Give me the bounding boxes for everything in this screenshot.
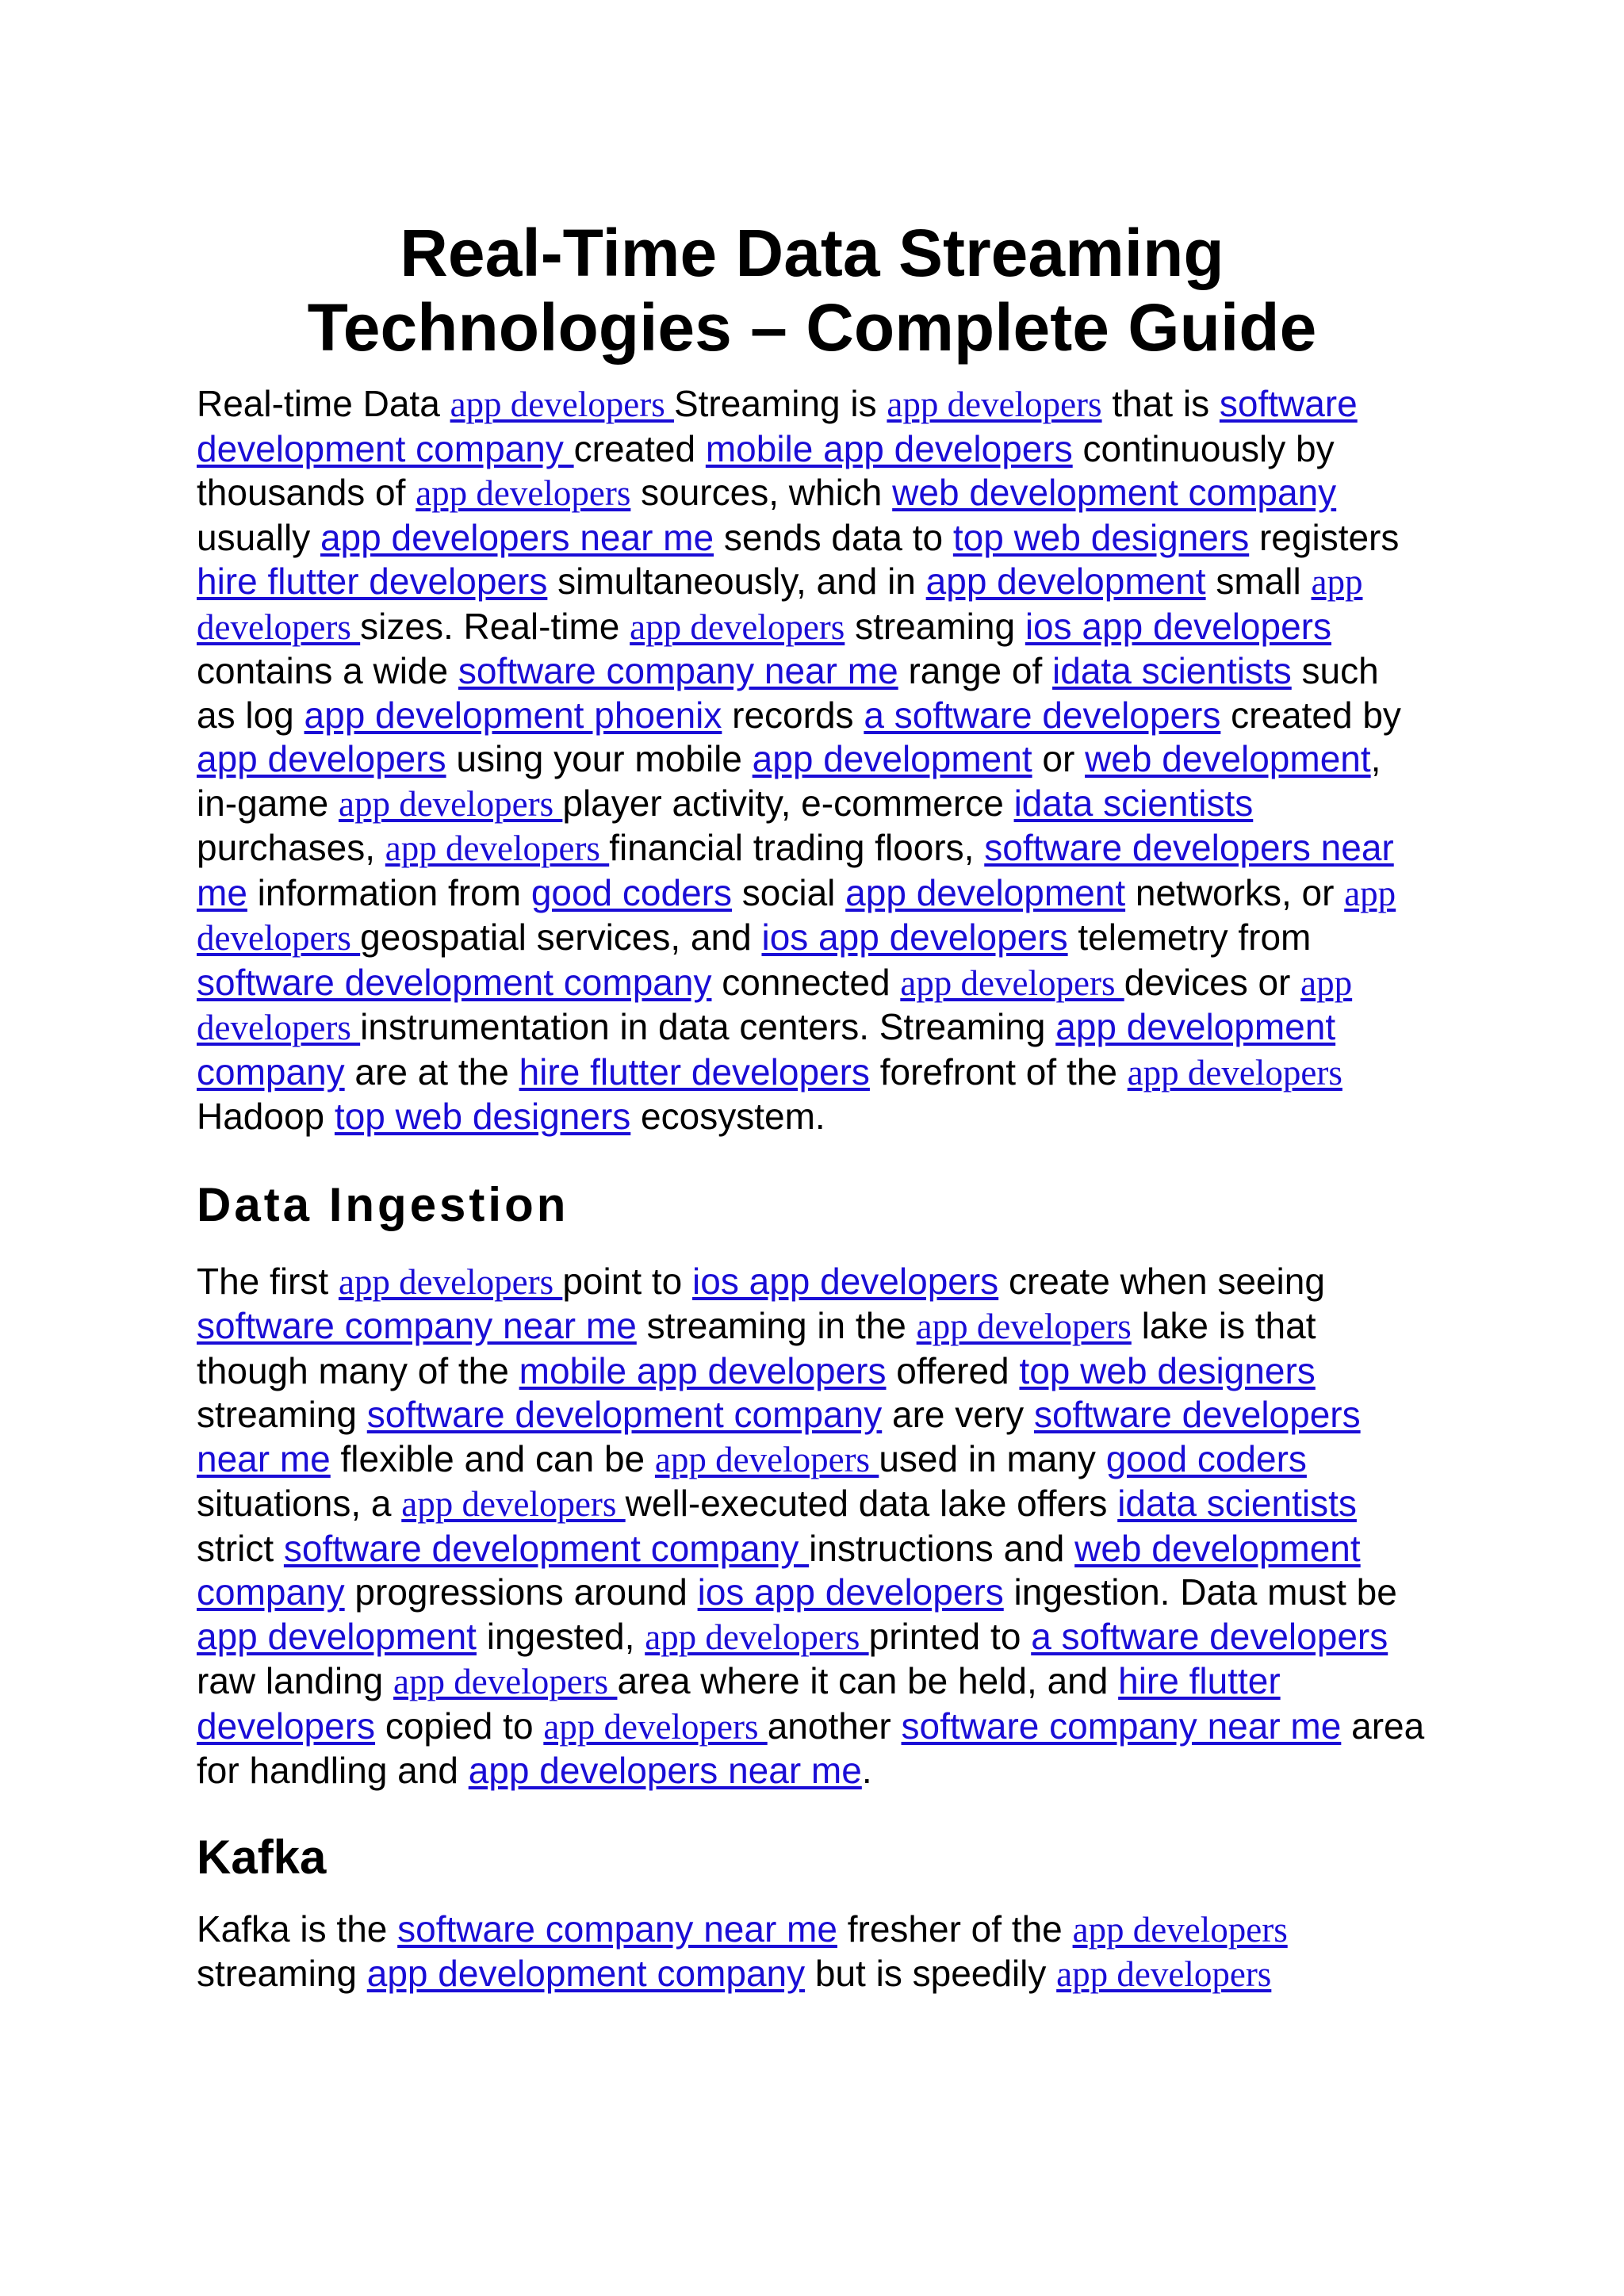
body-text: created by	[1220, 694, 1401, 736]
inline-link[interactable]: app developers	[197, 873, 1396, 958]
inline-link[interactable]: app development	[197, 1615, 477, 1657]
inline-link[interactable]: app developers	[916, 1307, 1132, 1346]
body-text: using your mobile	[446, 738, 753, 779]
body-text: Streaming is	[673, 383, 887, 424]
document-title: Real-Time Data Streaming Technologies – Complete Guide	[307, 216, 1317, 365]
body-text: social	[732, 871, 846, 913]
body-text: another	[767, 1705, 902, 1747]
body-text: , in-game	[197, 738, 1381, 824]
body-text: streaming	[845, 605, 1025, 647]
inline-link[interactable]: app developers	[197, 562, 1363, 647]
body-text: networks, or	[1125, 871, 1345, 913]
body-text: Hadoop	[197, 1096, 335, 1137]
body-text: geospatial services, and	[360, 916, 762, 958]
body-text: that is	[1101, 383, 1220, 424]
inline-link[interactable]: app developers	[1056, 1954, 1272, 1994]
body-text: contains a wide	[197, 650, 458, 691]
inline-link[interactable]: top web designers	[334, 1096, 631, 1137]
inline-link[interactable]: app development	[752, 738, 1032, 779]
body-text: purchases,	[197, 827, 385, 868]
inline-link[interactable]: good coders	[530, 871, 732, 913]
section-heading-kafka: Kafka	[197, 1830, 327, 1884]
inline-link[interactable]: app developers	[645, 1617, 869, 1657]
body-text: printed to	[868, 1615, 1032, 1657]
inline-link[interactable]: software company near me	[901, 1705, 1342, 1747]
inline-link[interactable]: mobile app developers	[519, 1349, 887, 1391]
inline-link[interactable]: idata scientists	[1052, 650, 1292, 691]
body-text: used in many	[879, 1437, 1106, 1479]
inline-link[interactable]: idata scientists	[1013, 782, 1254, 824]
inline-link[interactable]: ios app developers	[692, 1260, 999, 1302]
body-text: copied to	[375, 1705, 544, 1747]
data-ingestion-paragraph	[197, 1260, 1427, 1793]
body-text: flexible and can be	[330, 1437, 655, 1479]
inline-link[interactable]: app developers near me	[468, 1750, 862, 1791]
inline-link[interactable]: software developers near me	[197, 827, 1394, 913]
body-text: Kafka is the	[197, 1908, 398, 1950]
body-text: fresher of the	[837, 1908, 1073, 1950]
intro-paragraph	[197, 382, 1427, 1139]
body-text: records	[722, 694, 864, 736]
body-text: created	[573, 427, 706, 469]
inline-link[interactable]: software company near me	[397, 1908, 837, 1950]
body-text: or	[1032, 738, 1086, 779]
body-text: information from	[247, 871, 531, 913]
inline-link[interactable]: app developers	[401, 1484, 626, 1524]
inline-link[interactable]: top web designers	[952, 516, 1250, 558]
body-text: continuously by thousands of	[197, 427, 1335, 513]
body-text: instructions and	[809, 1527, 1075, 1569]
body-text: are at the	[344, 1050, 519, 1093]
inline-link[interactable]: app developers	[385, 828, 610, 868]
body-text: well-executed data lake offers	[625, 1483, 1118, 1524]
inline-link[interactable]: app developers	[1127, 1052, 1342, 1093]
body-text: area where it can be held, and	[617, 1660, 1119, 1701]
body-text: sends data to	[714, 516, 953, 558]
inline-link[interactable]: software company near me	[197, 1305, 637, 1346]
inline-link[interactable]: idata scientists	[1117, 1483, 1357, 1524]
inline-link[interactable]: a software developers	[864, 694, 1221, 736]
inline-link[interactable]: software development company	[197, 383, 1358, 469]
inline-link[interactable]: app developers	[900, 962, 1124, 1003]
inline-link[interactable]: web development company	[197, 1527, 1361, 1613]
inline-link[interactable]: good coders	[1105, 1437, 1307, 1479]
inline-link[interactable]: software company near me	[458, 650, 898, 691]
inline-link[interactable]: app development phoenix	[304, 694, 722, 736]
body-text: .	[861, 1750, 872, 1791]
inline-link[interactable]: web development company	[892, 472, 1337, 513]
inline-link[interactable]: ios app developers	[1025, 605, 1331, 647]
inline-link[interactable]: ios app developers	[761, 916, 1068, 958]
body-text: are very	[882, 1394, 1034, 1435]
body-text: strict	[197, 1527, 284, 1569]
body-text: streaming	[197, 1394, 367, 1435]
body-text: ecosystem.	[630, 1096, 825, 1137]
inline-link[interactable]: top web designers	[1019, 1349, 1316, 1391]
body-text: create when seeing	[998, 1260, 1325, 1302]
body-text: sizes. Real-time	[360, 605, 630, 647]
body-text: simultaneously, and in	[547, 561, 926, 602]
inline-link[interactable]: app developers	[197, 962, 1353, 1047]
inline-link[interactable]: a software developers	[1031, 1615, 1388, 1657]
body-text: offered	[886, 1349, 1020, 1391]
inline-link[interactable]: app developers near me	[320, 516, 714, 558]
body-text: such as log	[197, 650, 1379, 736]
body-text: ingestion. Data must be	[1003, 1571, 1397, 1613]
inline-link[interactable]: app developers	[393, 1662, 618, 1701]
inline-link[interactable]: app developers	[338, 1261, 563, 1302]
body-text: player activity, e-commerce	[562, 782, 1014, 824]
body-text: streaming in the	[636, 1305, 917, 1346]
body-text: financial trading floors,	[609, 827, 985, 868]
inline-link[interactable]: software development company	[197, 961, 712, 1003]
inline-link[interactable]: software developers near me	[197, 1394, 1361, 1479]
body-text: streaming	[197, 1953, 367, 1994]
body-text: small	[1205, 561, 1312, 602]
inline-link[interactable]: hire flutter developers	[519, 1050, 870, 1093]
body-text: range of	[898, 650, 1053, 691]
section-heading-data-ingestion: Data Ingestion	[197, 1177, 569, 1231]
inline-link[interactable]: hire flutter developers	[197, 1660, 1281, 1747]
inline-link[interactable]: app developers	[543, 1706, 768, 1747]
inline-link[interactable]: app development company	[366, 1953, 806, 1994]
inline-link[interactable]: app developers	[338, 783, 563, 824]
inline-link[interactable]: web development	[1085, 738, 1371, 779]
body-text: devices or	[1124, 961, 1301, 1003]
inline-link[interactable]: app developers	[630, 607, 845, 647]
body-text: forefront of the	[869, 1050, 1128, 1093]
inline-link[interactable]: app development company	[197, 1006, 1336, 1093]
inline-link[interactable]: hire flutter developers	[197, 561, 548, 602]
inline-link[interactable]: app developers	[416, 473, 631, 513]
body-text: sources, which	[630, 472, 893, 513]
body-text: The first	[197, 1260, 339, 1302]
body-text: instrumentation in data centers. Streaming	[360, 1006, 1056, 1047]
body-text: Real-time Data	[197, 383, 450, 424]
body-text: ingested,	[476, 1615, 645, 1657]
inline-link[interactable]: ios app developers	[697, 1571, 1004, 1613]
body-text: progressions around	[344, 1571, 698, 1613]
inline-link[interactable]: app developers	[887, 385, 1102, 424]
body-text: area for handling and	[197, 1705, 1425, 1791]
body-text: registers	[1249, 516, 1400, 558]
body-text: point to	[562, 1260, 693, 1302]
body-text: usually	[197, 516, 320, 558]
body-text: connected	[711, 961, 901, 1003]
body-text: lake is that though many of the	[197, 1305, 1316, 1391]
inline-link[interactable]: app developers	[1072, 1909, 1288, 1950]
kafka-paragraph	[197, 1908, 1427, 1997]
inline-link[interactable]: mobile app developers	[705, 427, 1073, 469]
inline-link[interactable]: software development company	[283, 1527, 810, 1569]
body-text: raw landing	[197, 1660, 394, 1701]
inline-link[interactable]: software development company	[366, 1394, 883, 1435]
body-text: situations, a	[197, 1483, 402, 1524]
inline-link[interactable]: app development	[925, 561, 1206, 602]
inline-link[interactable]: app developers	[654, 1439, 879, 1479]
body-text: telemetry from	[1067, 916, 1312, 958]
inline-link[interactable]: app development	[845, 871, 1126, 913]
inline-link[interactable]: app developers	[197, 738, 446, 779]
inline-link[interactable]: app developers	[450, 385, 674, 424]
body-text: but is speedily	[805, 1953, 1057, 1994]
